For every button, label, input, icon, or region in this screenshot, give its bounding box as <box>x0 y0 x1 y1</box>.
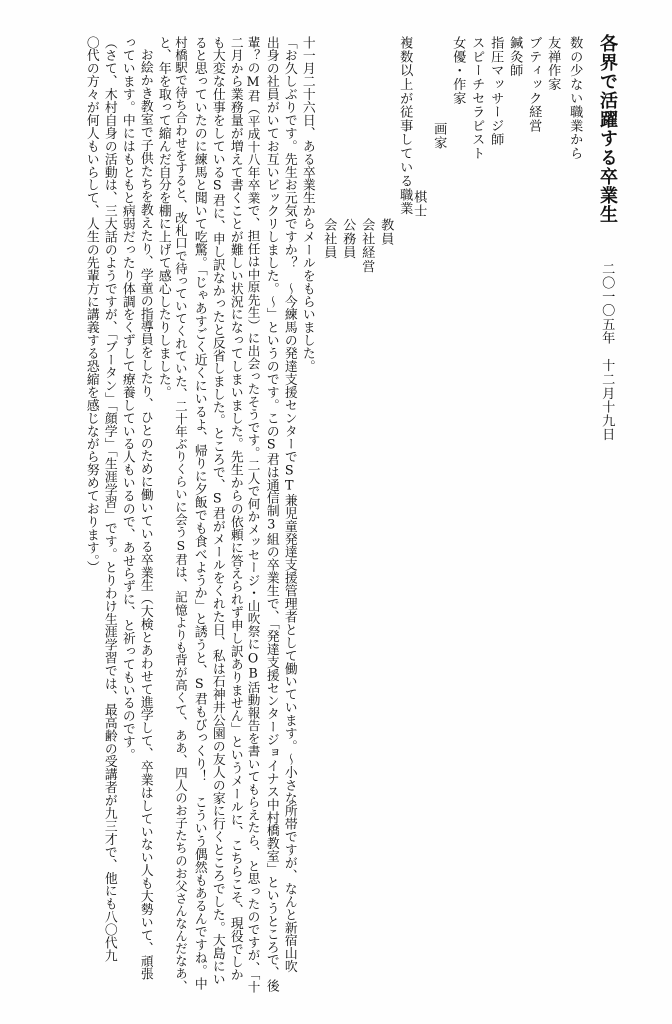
occupation-item: 指圧マッサージ師 <box>488 36 504 147</box>
occupation-item: 公務員 <box>340 218 356 260</box>
body-line: 〇代の方々が何人もいらして、人生の先輩方に講義する恐縮を感じながら努めております。） <box>83 36 99 574</box>
occupation-item: 画家 <box>431 122 447 150</box>
body-line: お絵かき教室で子供たちを教えたり、学童の指導員をしたり、ひとのために働いている卒業生（大検とあわせて進学して、卒業はしていない人も大勢いて、頑張 <box>137 48 153 981</box>
article-title: 各界で活躍する卒業生 <box>597 34 618 224</box>
body-line: ると思っていたのに練馬と聞いて吃驚。「じゃあすごく近くにいるよ、帰りに夕飯でも食べようか」と誘うと、S君もびっくり！ こういう偶然もあるんですね。中 <box>191 36 207 991</box>
body-line: 「お久しぶりです。先生お元気ですか？ 〜今練馬の発達支援センターでST兼児童発達支援管理者として働いています。〜小さな所帯ですが、なんと新宿山吹 <box>281 36 297 973</box>
body-line: 輩？のM君（平成十八年卒業で、担任は中原先生）に出会ったそうです。二人で何かメッセージ・山吹祭にOB活動報告を書いてもらえたら、と思ったのですが、「十 <box>245 36 261 994</box>
body-line: 出身の社員がいてお互いビックリしました。〜」というのです。このS君は通信制3組の卒業生で、「発達支援センタージョイナス中村橋教室」というところで、後 <box>263 36 279 993</box>
body-line: 十一月二十六日、ある卒業生からメールをもらいました。 <box>299 36 315 373</box>
occupation-item: 教員 <box>378 218 394 246</box>
body-line: っています。中にはもともと病弱だったり体調をくずして療養している人もいるので、あせらずに、と祈ってもいるのです。 <box>119 36 135 762</box>
occupation-item: 友禅作家 <box>545 36 561 92</box>
few-occupations-heading: 数の少ない職業から <box>567 36 583 161</box>
body-line: と、年を取って縮んだ自分を棚に上げて感心したりしました。 <box>155 36 171 399</box>
occupation-item: 会社員 <box>321 218 337 260</box>
body-line: 村橋駅で待ち合わせをすると、改札口で待っていてくれていた、二十年ぶりくらいに会うS君は、記憶よりも背が高くて、ああ、四人のお子たちのお父さんなんだなあ、 <box>173 36 189 993</box>
many-occupations-heading: 複数以上が従事している職業 <box>397 36 413 216</box>
occupation-item: 棋士 <box>411 190 427 218</box>
occupation-item: ブティック経営 <box>526 36 542 133</box>
occupation-item: 会社経営 <box>359 218 375 274</box>
body-line: （さて、木村自身の活動は、三大話のようですが、「ブータン」「顔学」「生涯学習」です。とりわけ生涯学習では、最高齢の受講者が九三才で、他にも八〇代九 <box>101 36 117 963</box>
occupation-item: 鍼灸師 <box>507 36 523 78</box>
occupation-item: スピーチセラピスト <box>469 36 485 161</box>
article-date: 二〇一〇五年 十二月十九日 <box>599 262 615 442</box>
body-line: 二月から業務量が増えて書くことが難しい状況になってしまいました。先生からの依頼に答えられず申し訳ありません」というメールに、こちらこそ、現役でしか <box>227 36 243 982</box>
body-line: も大変な仕事をしているS君に、申し訳なかったと反省しました。ところで、S君がメールをくれた日、私は石神井公園の友人の家に行くところでした。大島にい <box>209 36 225 986</box>
occupation-item: 女優・作家 <box>450 36 466 105</box>
